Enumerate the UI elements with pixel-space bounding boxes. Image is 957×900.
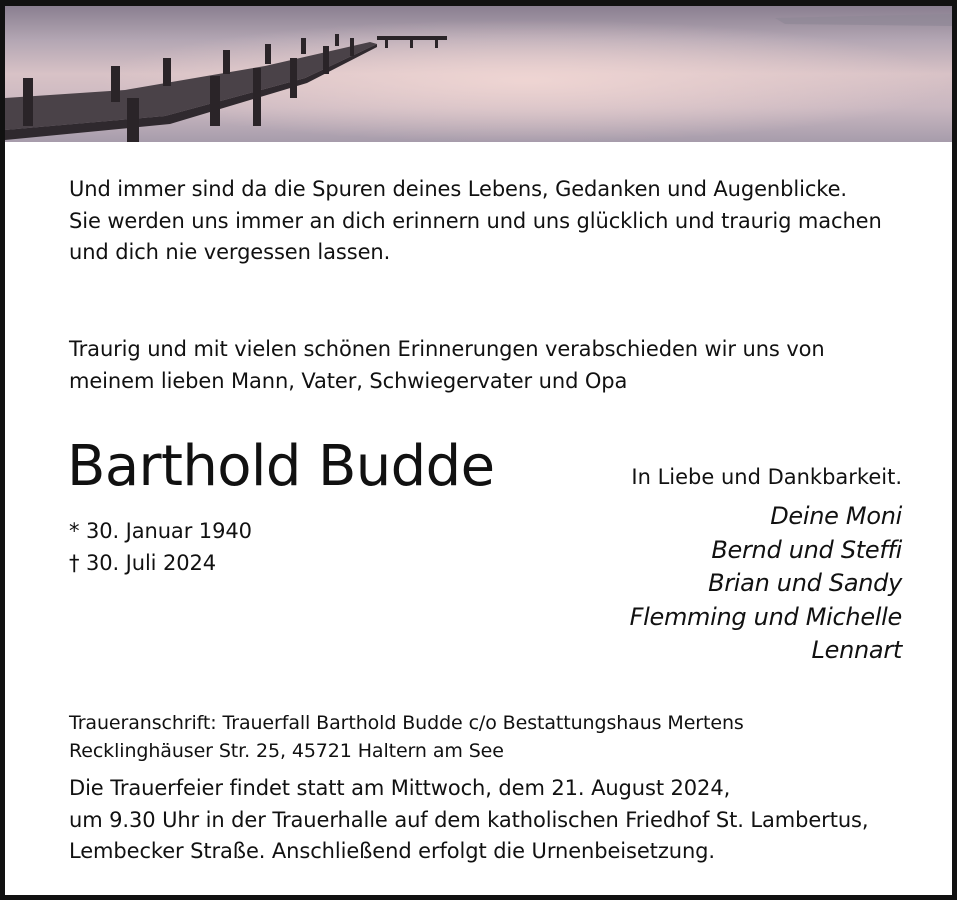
memorial-verse: [69, 174, 929, 269]
family-member: Brian und Sandy: [708, 569, 902, 597]
death-date: † 30. Juli 2024: [69, 550, 217, 575]
verse-line: und dich nie vergessen lassen.: [69, 240, 391, 264]
verse-line: Sie werden uns immer an dich erinnern und uns glücklich und traurig machen: [69, 208, 882, 233]
ceremony-line: Lembecker Straße. Anschließend erfolgt die Urnenbeisetzung.: [69, 839, 715, 863]
family-member: Lennart: [811, 636, 902, 664]
deceased-name: Barthold Budde: [67, 434, 495, 499]
ceremony-info: [69, 773, 949, 868]
family-member: Deine Moni: [770, 502, 902, 530]
ceremony-line: um 9.30 Uhr in der Trauerhalle auf dem katholischen Friedhof St. Lambertus,: [69, 807, 869, 832]
lake-pier-image: [5, 6, 952, 142]
address-line: Recklinghäuser Str. 25, 45721 Haltern am See: [69, 740, 504, 762]
verse-line: Und immer sind da die Spuren deines Lebens, Gedanken und Augenblicke.: [69, 177, 847, 201]
ceremony-line: Die Trauerfeier findet statt am Mittwoch, dem 21. August 2024,: [69, 776, 731, 800]
thanks-line: In Liebe und Dankbarkeit.: [631, 465, 902, 489]
birth-date: * 30. Januar 1940: [69, 519, 252, 543]
family-signatures: [565, 500, 902, 668]
life-dates: [69, 516, 252, 579]
farewell-intro: [69, 334, 929, 397]
mourning-address: [69, 709, 929, 765]
family-member: Bernd und Steffi: [711, 535, 902, 564]
intro-line: Traurig und mit vielen schönen Erinnerungen verabschieden wir uns von: [69, 337, 825, 361]
family-member: Flemming und Michelle: [629, 602, 902, 631]
address-line: Traueranschrift: Trauerfall Barthold Budde c/o Bestattungshaus Mertens: [69, 712, 744, 734]
intro-line: meinem lieben Mann, Vater, Schwiegervater und Opa: [69, 368, 628, 393]
